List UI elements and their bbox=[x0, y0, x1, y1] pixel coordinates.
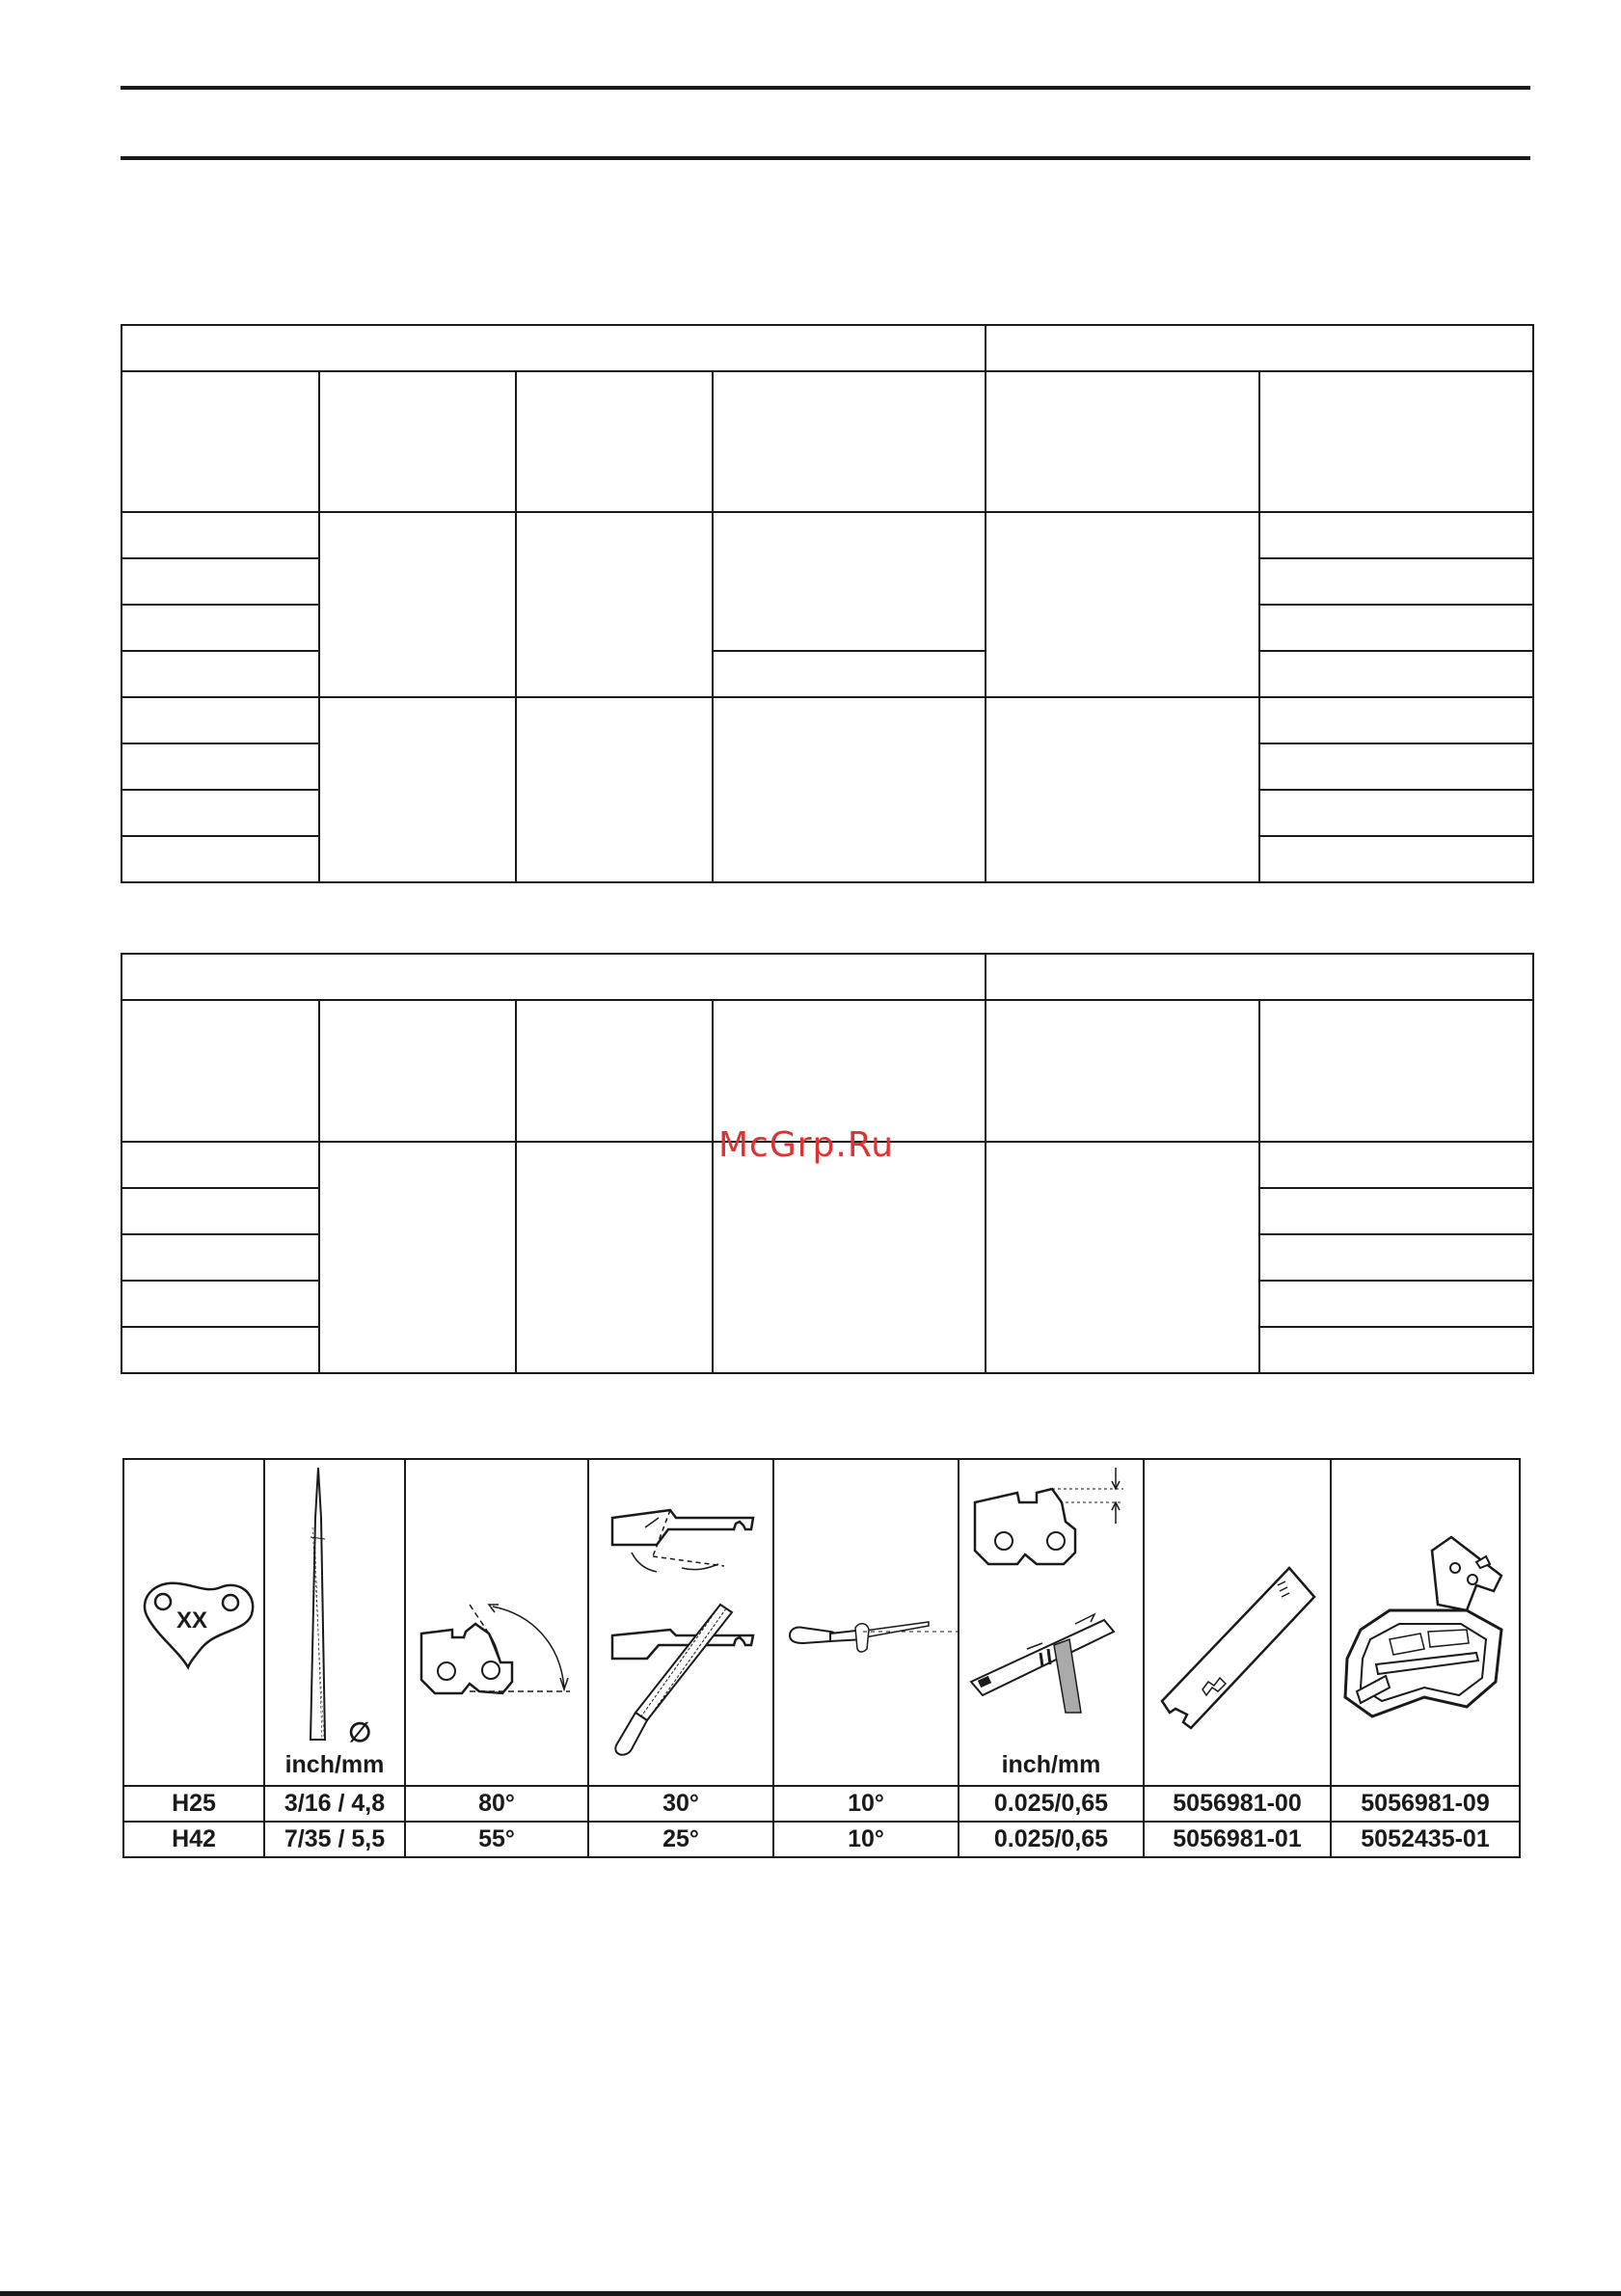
header-rule-top bbox=[121, 86, 1530, 90]
gauge-marking-icon bbox=[124, 1460, 265, 1785]
table1-cell bbox=[1259, 512, 1533, 558]
table2-cell bbox=[122, 1142, 319, 1188]
side-plate-angle-icon bbox=[589, 1460, 774, 1785]
table2-header-group-left bbox=[122, 954, 986, 1000]
table-row: 80° bbox=[405, 1786, 588, 1822]
round-file-icon bbox=[265, 1460, 406, 1749]
table-row: 5056981-00 bbox=[1144, 1786, 1331, 1822]
table-row: H42 bbox=[123, 1822, 264, 1857]
page-bottom-rule bbox=[0, 2291, 1621, 2296]
table1-col-header bbox=[713, 371, 986, 512]
table-row: 0.025/0,65 bbox=[959, 1822, 1144, 1857]
table-row: 7/35 / 5,5 bbox=[264, 1822, 405, 1857]
table2-cell bbox=[122, 1188, 319, 1234]
table1-cell bbox=[713, 651, 986, 697]
table2-cell bbox=[1259, 1281, 1533, 1327]
table-row: 5052435-01 bbox=[1331, 1822, 1520, 1857]
table1-header-group-right bbox=[986, 325, 1533, 371]
table2-col-header bbox=[122, 1000, 319, 1142]
watermark: McGrp.Ru bbox=[718, 1125, 895, 1165]
file-holder-cell bbox=[1331, 1459, 1520, 1786]
table2-cell bbox=[516, 1142, 713, 1373]
table1-header-group-left bbox=[122, 325, 986, 371]
table1-cell bbox=[122, 558, 319, 605]
table1-col-header bbox=[516, 371, 713, 512]
side-plate-angle-cell bbox=[588, 1459, 773, 1786]
table1-cell bbox=[986, 512, 1259, 697]
table1-col-header bbox=[122, 371, 319, 512]
table2-cell bbox=[122, 1327, 319, 1373]
table1-cell bbox=[516, 697, 713, 882]
table1-col-header bbox=[319, 371, 516, 512]
table-row: H25 bbox=[123, 1786, 264, 1822]
table2-col-header bbox=[713, 1000, 986, 1142]
table1-cell bbox=[1259, 651, 1533, 697]
table2-cell bbox=[122, 1281, 319, 1327]
diameter-symbol: ∅ bbox=[348, 1717, 372, 1747]
table1-cell bbox=[1259, 605, 1533, 651]
table1-cell bbox=[1259, 743, 1533, 790]
table-row: 55° bbox=[405, 1822, 588, 1857]
table1-cell bbox=[122, 605, 319, 651]
depth-gauge-cell bbox=[959, 1459, 1144, 1786]
table1-cell bbox=[1259, 697, 1533, 743]
depth-gauge-tool-icon bbox=[1145, 1460, 1332, 1785]
header-rule-bottom bbox=[121, 156, 1530, 160]
table2-cell bbox=[1259, 1234, 1533, 1281]
depth-gauge-tool-cell bbox=[1144, 1459, 1331, 1786]
table1-cell bbox=[1259, 790, 1533, 836]
file-unit-label: inch/mm bbox=[284, 1751, 385, 1778]
table1-cell bbox=[122, 836, 319, 882]
table1-cell bbox=[122, 697, 319, 743]
table2-cell bbox=[1259, 1188, 1533, 1234]
table1-cell bbox=[713, 697, 986, 882]
table1-cell bbox=[122, 512, 319, 558]
table2-cell bbox=[1259, 1327, 1533, 1373]
table1-cell bbox=[516, 512, 713, 697]
table1-cell bbox=[122, 651, 319, 697]
top-plate-angle-icon bbox=[406, 1460, 589, 1785]
table1-cell bbox=[1259, 558, 1533, 605]
table-row: 3/16 / 4,8 bbox=[264, 1786, 405, 1822]
depth-gauge-icon bbox=[959, 1460, 1145, 1749]
table1-cell bbox=[122, 743, 319, 790]
top-plate-angle-cell bbox=[405, 1459, 588, 1786]
table2-cell bbox=[1259, 1142, 1533, 1188]
table2-cell bbox=[122, 1234, 319, 1281]
table-row: 0.025/0,65 bbox=[959, 1786, 1144, 1822]
table1-cell bbox=[122, 790, 319, 836]
table1-cell bbox=[319, 512, 516, 697]
table2-col-header bbox=[319, 1000, 516, 1142]
file-tilt-cell bbox=[773, 1459, 959, 1786]
table2-cell bbox=[713, 1142, 986, 1373]
table1-cell bbox=[713, 512, 986, 651]
table2-header-group-right bbox=[986, 954, 1533, 1000]
table-row: 10° bbox=[773, 1822, 959, 1857]
bar-chain-table-1 bbox=[121, 324, 1534, 883]
table2-col-header bbox=[516, 1000, 713, 1142]
table2-col-header bbox=[1259, 1000, 1533, 1142]
table-row: 5056981-01 bbox=[1144, 1822, 1331, 1857]
depth-unit-label: inch/mm bbox=[1001, 1751, 1101, 1778]
file-holder-icon bbox=[1332, 1460, 1521, 1785]
table1-cell bbox=[1259, 836, 1533, 882]
table2-cell bbox=[986, 1142, 1259, 1373]
table1-cell bbox=[319, 697, 516, 882]
table1-col-header bbox=[986, 371, 1259, 512]
table2-col-header bbox=[986, 1000, 1259, 1142]
sharpening-tool-table bbox=[122, 1458, 1521, 1858]
gauge-marking-cell bbox=[123, 1459, 264, 1786]
table-row: 30° bbox=[588, 1786, 773, 1822]
gauge-marking-text: XX bbox=[176, 1607, 208, 1634]
table1-col-header bbox=[1259, 371, 1533, 512]
table1-cell bbox=[986, 697, 1259, 882]
file-tilt-icon bbox=[774, 1460, 959, 1785]
table2-cell bbox=[319, 1142, 516, 1373]
round-file-cell bbox=[264, 1459, 405, 1786]
table-row: 10° bbox=[773, 1786, 959, 1822]
table-row: 5056981-09 bbox=[1331, 1786, 1520, 1822]
table-row: 25° bbox=[588, 1822, 773, 1857]
